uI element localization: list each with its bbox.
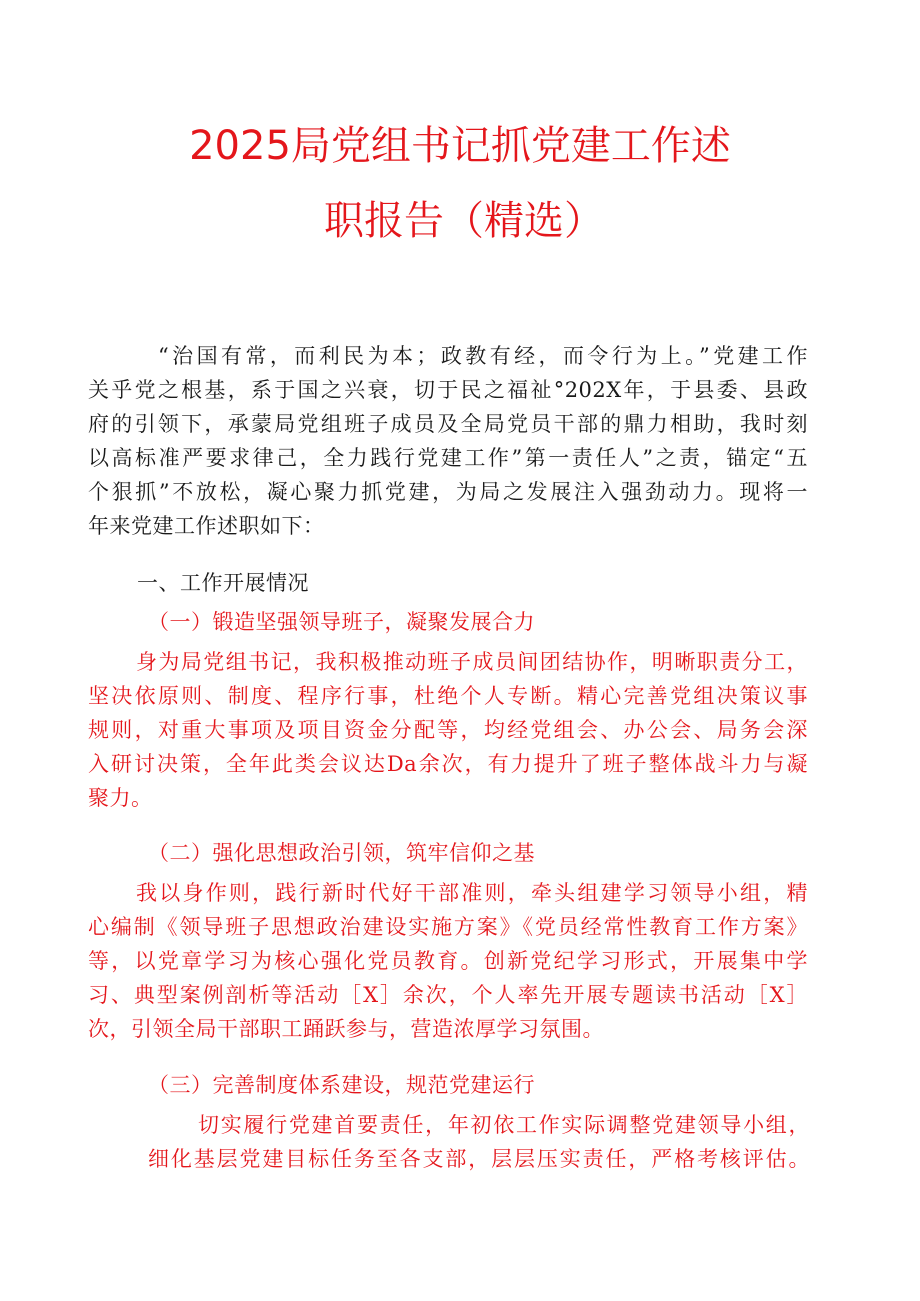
intro-paragraph: [88, 339, 808, 543]
paragraph-line: 聚力。: [88, 786, 153, 810]
document-title-line-1: 2025局党组书记抓党建工作述: [189, 123, 731, 169]
paragraph-line: 心编制《领导班子思想政治建设实施方案》《党员经常性教育工作方案》: [88, 915, 808, 939]
paragraph-line: 次，引领全局干部职工踊跃参与，营造浓厚学习氛围。: [88, 1017, 604, 1041]
subsection-1-paragraph: [88, 645, 808, 815]
subsection-heading-3: （三）完善制度体系建设，规范党建运行: [148, 1073, 535, 1097]
subsection-2-paragraph: [88, 876, 808, 1046]
intro-line: 个狠抓”不放松，凝心聚力抓党建，为局之发展注入强劲动力。现将一: [88, 480, 808, 504]
paragraph-line: 我以身作则，践行新时代好干部准则，牵头组建学习领导小组，精: [136, 881, 808, 905]
intro-line: 年来党建工作述职如下：: [88, 514, 325, 538]
document-title-line-2: 职报告（精选）: [324, 198, 604, 244]
intro-line: 府的引领下，承蒙局党组班子成员及全局党员干部的鼎力相助，我时刻: [88, 412, 808, 436]
subsection-heading-1: （一）锻造坚强领导班子，凝聚发展合力: [148, 610, 535, 634]
subsection-3-paragraph: [120, 1108, 810, 1176]
intro-line: 以高标准严要求律己，全力践行党建工作”第一责任人”之责，锚定“五: [88, 446, 808, 470]
paragraph-line: 切实履行党建首要责任，年初依工作实际调整党建领导小组，: [198, 1113, 810, 1137]
paragraph-line: 坚决依原则、制度、程序行事，杜绝个人专断。精心完善党组决策议事: [88, 684, 808, 708]
section-heading: 一、工作开展情况: [137, 571, 309, 595]
paragraph-line: 身为局党组书记，我积极推动班子成员间团结协作，明晰职责分工，: [136, 650, 808, 674]
paragraph-line: 等，以党章学习为核心强化党员教育。创新党纪学习形式，开展集中学: [88, 949, 808, 973]
paragraph-line: 入研讨决策，全年此类会议达Da余次，有力提升了班子整体战斗力与凝: [88, 752, 808, 776]
subsection-heading-2: （二）强化思想政治引领，筑牢信仰之基: [148, 841, 535, 865]
intro-line: 关乎党之根基，系于国之兴衰，切于民之福祉°202X年，于县委、县政: [88, 378, 808, 402]
paragraph-line: 细化基层党建目标任务至各支部，层层压实责任，严格考核评估。: [148, 1147, 810, 1171]
paragraph-line: 习、典型案例剖析等活动［X］余次，个人率先开展专题读书活动［X］: [88, 983, 808, 1007]
intro-line: “治国有常，而利民为本；政教有经，而令行为上。”党建工作: [158, 344, 808, 368]
paragraph-line: 规则，对重大事项及项目资金分配等，均经党组会、办公会、局务会深: [88, 718, 808, 742]
